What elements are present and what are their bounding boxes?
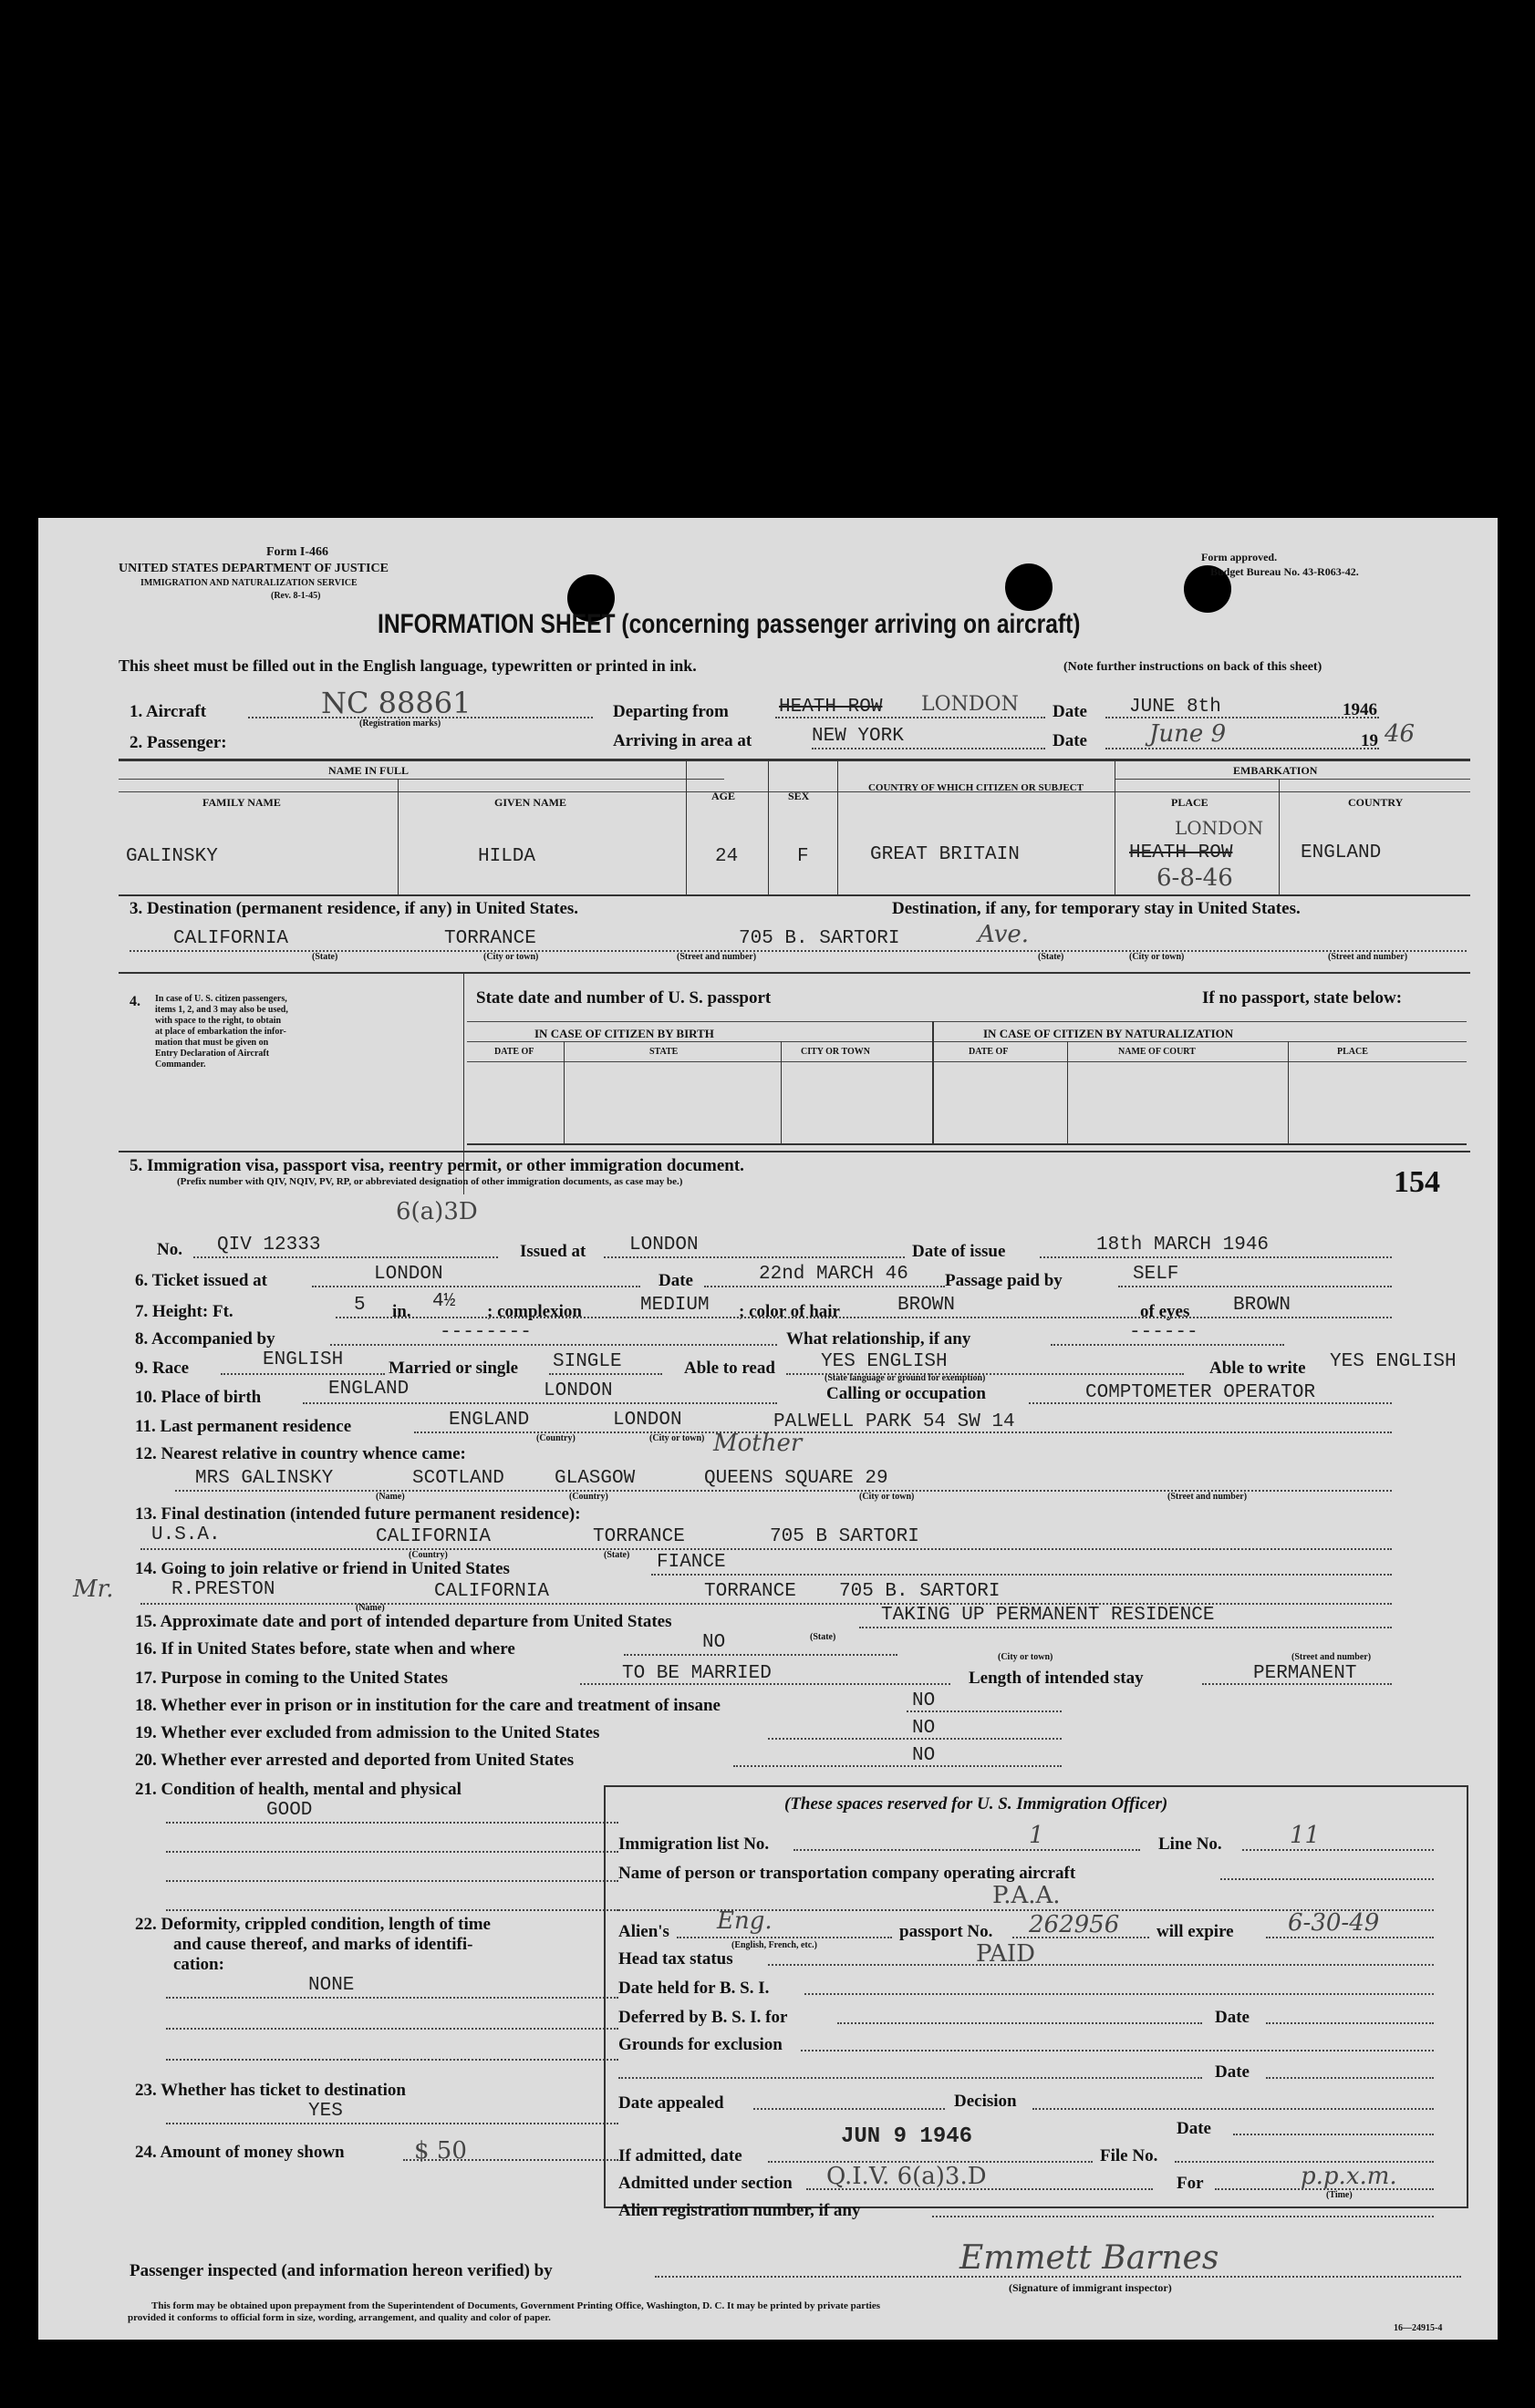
departing-struck: HEATH ROW [779, 697, 883, 718]
r17-stay-label: Length of intended stay [969, 1669, 1144, 1688]
expire-label: will expire [1156, 1922, 1234, 1941]
caption-street-2: (Street and number) [1328, 952, 1408, 962]
r12-name: MRS GALINSKY [195, 1468, 334, 1489]
r13-city: TORRANCE [593, 1526, 685, 1547]
form-approved: Form approved. [1201, 551, 1278, 563]
r24-label: 24. Amount of money shown [135, 2143, 345, 2162]
page-title: INFORMATION SHEET (concerning passenger arriving on aircraft) [378, 609, 1081, 639]
caption-city-2: (City or town) [1129, 952, 1185, 962]
r12-cap-street: (Street and number) [1167, 1492, 1248, 1502]
destination-label: 3. Destination (permanent residence, if any) in United States. [130, 899, 579, 918]
r10-country: ENGLAND [328, 1379, 410, 1400]
r12-street: QUEENS SQUARE 29 [704, 1468, 888, 1489]
r24-value: $ 50 [414, 2137, 467, 2165]
r8-rel-label: What relationship, if any [786, 1329, 971, 1349]
instruction: This sheet must be filled out in the English language, typewritten or printed in ink. [119, 656, 697, 675]
passport-label: State date and number of U. S. passport [476, 988, 772, 1008]
bsi-label: Date held for B. S. I. [618, 1979, 770, 1998]
r10-city: LONDON [544, 1380, 613, 1401]
age: 24 [715, 846, 739, 867]
r20-label: 20. Whether ever arrested and deported from United States [135, 1751, 575, 1770]
r13-label: 13. Final destination (intended future permanent residence): [135, 1504, 581, 1524]
alien-label: Alien's [618, 1922, 669, 1941]
sex: F [797, 846, 809, 867]
r9-read: YES ENGLISH [821, 1351, 948, 1372]
r12-city: GLASGOW [555, 1468, 636, 1489]
r14-city: TORRANCE [704, 1581, 796, 1602]
form-number: Form I-466 [266, 545, 329, 559]
instruction-note: (Note further instructions on back of this sheet) [1063, 660, 1322, 674]
sex-header: SEX [788, 790, 810, 802]
r18-value: NO [912, 1690, 936, 1711]
r9-write-label: Able to write [1209, 1359, 1306, 1378]
for-value: p.p.x.m. [1301, 2163, 1397, 2190]
r11-street: PALWELL PARK 54 SW 14 [773, 1411, 1015, 1432]
r7-in-label: in. [392, 1302, 411, 1321]
r22-label-1: 22. Deformity, crippled condition, length of time [135, 1915, 491, 1934]
passenger-label: 2. Passenger: [130, 733, 227, 752]
us-citizen-note-6: Entry Declaration of Aircraft [155, 1049, 270, 1059]
r21-value: GOOD [266, 1800, 313, 1821]
r20-value: NO [912, 1745, 936, 1766]
doc-no-hw: 6(a)3D [396, 1198, 478, 1225]
doc-no: QIV 12333 [217, 1235, 321, 1256]
embark-place-struck: HEATH ROW [1129, 842, 1233, 863]
dest-street: 705 B. SARTORI [739, 928, 900, 949]
r14-rel: FIANCE [657, 1552, 726, 1573]
r7-hair-label: ; color of hair [739, 1302, 840, 1321]
arriving-label: Arriving in area at [613, 731, 752, 750]
aircraft-label: 1. Aircraft [130, 702, 207, 721]
emb-country-header: COUNTRY [1348, 796, 1404, 809]
grounds-date-label: Date [1215, 2062, 1250, 2082]
r6-date: 22nd MARCH 46 [759, 1264, 908, 1285]
r14-cap-name: (Name) [356, 1603, 385, 1613]
r23-value: YES [308, 2101, 343, 2122]
r16-label: 16. If in United States before, state when and where [135, 1639, 515, 1659]
us-citizen-note-2: items 1, 2, and 3 may also be used, [155, 1005, 288, 1015]
decision-date-label: Date [1177, 2119, 1211, 2138]
r13-cap-country: (Country) [409, 1550, 448, 1560]
under-value: Q.I.V. 6(a)3.D [826, 2163, 987, 2190]
departing-year: 1946 [1343, 700, 1377, 719]
r13-cap-state: (State) [604, 1550, 630, 1560]
date-of-issue-label: Date of issue [912, 1242, 1006, 1261]
stamp-number: 154 [1394, 1165, 1440, 1199]
r12-cap-city: (City or town) [859, 1492, 915, 1502]
r9-race: ENGLISH [263, 1349, 344, 1370]
r14-street: 705 B. SARTORI [839, 1581, 1001, 1602]
col-city: CITY OR TOWN [801, 1047, 870, 1057]
r9-label: 9. Race [135, 1359, 190, 1378]
fine-print-1: This form may be obtained upon prepayment from the Superintendent of Documents, Government Printing Office, Washington, D. C. It may be printed by private parties [151, 2300, 881, 2311]
item-5-sub: (Prefix number with QIV, NQIV, PV, RP, or abbreviated designation of other immigration documents, as case may be.) [177, 1176, 683, 1187]
embark-date-hw: 6-8-46 [1156, 864, 1233, 892]
r15-value: TAKING UP PERMANENT RESIDENCE [881, 1605, 1215, 1626]
caption-street: (Street and number) [677, 952, 757, 962]
r9-write: YES ENGLISH [1330, 1351, 1457, 1372]
deferred-label: Deferred by B. S. I. for [618, 2008, 788, 2027]
r14-label: 14. Going to join relative or friend in United States [135, 1559, 510, 1578]
arriving-date-label: Date [1053, 731, 1087, 750]
us-citizen-note-4: at place of embarkation the infor- [155, 1027, 286, 1037]
file-no-label: File No. [1100, 2146, 1158, 2165]
list-label: Immigration list No. [618, 1834, 770, 1854]
family-name: GALINSKY [126, 846, 218, 867]
fine-print-2: provided it conforms to official form in size, wording, arrangement, and quality and color of paper. [128, 2312, 551, 2323]
us-citizen-note-7: Commander. [155, 1059, 206, 1070]
no-passport-label: If no passport, state below: [1202, 988, 1403, 1008]
r7-comp: MEDIUM [640, 1295, 710, 1316]
registration-label: Alien registration number, if any [618, 2201, 861, 2220]
budget-bureau: Budget Bureau No. 43-R063-42. [1210, 565, 1359, 578]
col-state: STATE [649, 1047, 679, 1057]
expire-value: 6-30-49 [1288, 1909, 1380, 1937]
registration-caption: (Registration marks) [359, 718, 441, 729]
r12-label: 12. Nearest relative in country whence came: [135, 1444, 466, 1463]
issued-at: LONDON [629, 1235, 699, 1256]
r17-label: 17. Purpose in coming to the United States [135, 1669, 449, 1688]
inspected-label: Passenger inspected (and information hereon verified) by [130, 2261, 553, 2280]
r22-label-2: and cause thereof, and marks of identifi- [173, 1935, 473, 1954]
r10-label: 10. Place of birth [135, 1388, 262, 1407]
r7-eyes-label: of eyes [1140, 1302, 1190, 1321]
r12-cap-country: (Country) [569, 1492, 608, 1502]
decision-label: Decision [954, 2092, 1017, 2111]
item-5-label: 5. Immigration visa, passport visa, reentry permit, or other immigration document. [130, 1156, 744, 1175]
under-label: Admitted under section [618, 2174, 793, 2193]
departing-value: LONDON [921, 693, 1019, 716]
signature-caption: (Signature of immigrant inspector) [1009, 2281, 1172, 2294]
r11-label: 11. Last permanent residence [135, 1417, 352, 1436]
line-value: 11 [1290, 1822, 1321, 1849]
arriving-date: June 9 [1149, 720, 1227, 748]
r11-cap-country: (Country) [536, 1433, 576, 1443]
inspector-signature: Emmett Barnes [959, 2239, 1219, 2277]
r8-label: 8. Accompanied by [135, 1329, 275, 1349]
us-citizen-note-1: In case of U. S. citizen passengers, [155, 994, 287, 1004]
aircraft-value: NC 88861 [321, 686, 472, 720]
department: UNITED STATES DEPARTMENT OF JUSTICE [119, 562, 389, 575]
r10-occ: COMPTOMETER OPERATOR [1085, 1382, 1316, 1403]
revision: (Rev. 8-1-45) [271, 591, 321, 601]
embark-place-hw: LONDON [1175, 817, 1264, 839]
r22-value: NONE [308, 1975, 355, 1996]
r12-cap-name: (Name) [376, 1492, 405, 1502]
r14-cap-state: (State) [810, 1632, 836, 1642]
r12-country: SCOTLAND [412, 1468, 504, 1489]
col-court: NAME OF COURT [1118, 1047, 1196, 1057]
r14-cap-street: (Street and number) [1291, 1652, 1372, 1662]
doc-no-label: No. [157, 1240, 182, 1259]
r7-eyes: BROWN [1233, 1295, 1291, 1316]
dest-state: CALIFORNIA [173, 928, 289, 949]
col-date-of: DATE OF [494, 1047, 534, 1057]
company-value: P.A.A. [992, 1882, 1061, 1909]
r7-label: 7. Height: Ft. [135, 1302, 233, 1321]
r14-cap-city: (City or town) [998, 1652, 1053, 1662]
officer-heading: (These spaces reserved for U. S. Immigration Officer) [784, 1794, 1168, 1814]
r15-label: 15. Approximate date and port of intended departure from United States [135, 1612, 672, 1631]
r6-paid: SELF [1133, 1264, 1179, 1285]
r9-ms: SINGLE [553, 1351, 622, 1372]
col-nat-date-of: DATE OF [969, 1047, 1009, 1057]
r6-value: LONDON [374, 1264, 443, 1285]
dest-city: TORRANCE [444, 928, 536, 949]
service: IMMIGRATION AND NATURALIZATION SERVICE [140, 578, 358, 588]
r11-city: LONDON [613, 1410, 682, 1431]
issued-at-label: Issued at [520, 1242, 586, 1261]
passport-no-label: passport No. [899, 1922, 993, 1941]
col-place: PLACE [1337, 1047, 1368, 1057]
r16-value: NO [702, 1632, 726, 1653]
arriving-year-prefix: 19 [1361, 731, 1378, 750]
admitted-label: If admitted, date [618, 2146, 742, 2165]
r6-paid-label: Passage paid by [945, 1271, 1063, 1290]
admitted-date: JUN 9 1946 [841, 2124, 973, 2149]
by-birth-header: IN CASE OF CITIZEN BY BIRTH [534, 1027, 714, 1040]
r18-label: 18. Whether ever in prison or in institution for the care and treatment of insane [135, 1696, 721, 1715]
r7-ft: 5 [354, 1295, 366, 1316]
us-citizen-note-5: mation that must be given on [155, 1038, 269, 1048]
arriving-value: NEW YORK [812, 726, 904, 747]
r19-label: 19. Whether ever excluded from admission to the United States [135, 1723, 600, 1742]
caption-state-2: (State) [1038, 952, 1064, 962]
r13-country: U.S.A. [151, 1524, 221, 1545]
r21-label: 21. Condition of health, mental and physical [135, 1780, 462, 1799]
alien-caption: (English, French, etc.) [731, 1940, 817, 1950]
departing-label: Departing from [613, 702, 729, 721]
r13-state: CALIFORNIA [376, 1526, 492, 1547]
r9-lang-caption: (State language or ground for exemption) [825, 1373, 986, 1383]
us-citizen-note-3: with space to the right, to obtain [155, 1016, 282, 1026]
r10-occ-label: Calling or occupation [826, 1384, 986, 1403]
name-in-full-header: NAME IN FULL [328, 764, 410, 777]
r6-label: 6. Ticket issued at [135, 1271, 267, 1290]
r11-cap-city: (City or town) [649, 1433, 705, 1443]
item-4-label: 4. [130, 994, 140, 1009]
company-label: Name of person or transportation company operating aircraft [618, 1864, 1076, 1883]
for-label: For [1177, 2174, 1204, 2193]
r13-street: 705 B SARTORI [770, 1526, 919, 1547]
r12-hw: Mother [713, 1430, 803, 1457]
embark-country: ENGLAND [1301, 842, 1382, 863]
temp-destination-label: Destination, if any, for temporary stay in United States. [892, 899, 1301, 918]
punch-hole [1005, 563, 1053, 611]
family-name-header: FAMILY NAME [202, 796, 281, 809]
date-of-issue: 18th MARCH 1946 [1096, 1235, 1270, 1256]
arriving-year: 46 [1385, 720, 1416, 748]
given-name: HILDA [478, 846, 536, 867]
grounds-label: Grounds for exclusion [618, 2035, 783, 2054]
r7-hair: BROWN [897, 1295, 956, 1316]
r7-comp-label: ; complexion [487, 1302, 582, 1321]
r11-country: ENGLAND [449, 1410, 530, 1431]
citizen-country: GREAT BRITAIN [870, 844, 1020, 865]
form-sheet [38, 518, 1498, 2340]
passport-no: 262956 [1029, 1911, 1120, 1938]
alien-value: Eng. [717, 1907, 773, 1935]
age-header: AGE [711, 790, 736, 802]
appealed-label: Date appealed [618, 2093, 724, 2113]
r23-label: 23. Whether has ticket to destination [135, 2081, 406, 2100]
given-name-header: GIVEN NAME [494, 796, 567, 809]
list-value: 1 [1029, 1822, 1044, 1849]
r17-stay: PERMANENT [1253, 1663, 1357, 1684]
r19-value: NO [912, 1718, 936, 1739]
departing-date-label: Date [1053, 702, 1087, 721]
headtax-label: Head tax status [618, 1949, 733, 1969]
r14-hw: Mr. [73, 1576, 114, 1603]
r7-in: 4½ [432, 1291, 456, 1312]
r8-value: -------- [440, 1322, 532, 1343]
r14-state: CALIFORNIA [434, 1581, 550, 1602]
r8-rel: ------ [1129, 1322, 1198, 1343]
embarkation-header: EMBARKATION [1233, 764, 1318, 777]
r14-name: R.PRESTON [171, 1579, 275, 1600]
by-naturalization-header: IN CASE OF CITIZEN BY NATURALIZATION [983, 1027, 1234, 1040]
r9-ms-label: Married or single [389, 1359, 519, 1378]
time-caption: (Time) [1326, 2190, 1353, 2200]
r17-value: TO BE MARRIED [622, 1663, 772, 1684]
caption-city: (City or town) [483, 952, 539, 962]
dest-street-hw: Ave. [978, 921, 1030, 948]
departing-date: JUNE 8th [1129, 697, 1221, 718]
caption-state: (State) [312, 952, 338, 962]
form-code: 16—24915-4 [1394, 2323, 1443, 2333]
deferred-date-label: Date [1215, 2008, 1250, 2027]
r22-label-3: cation: [173, 1955, 224, 1974]
country-header: COUNTRY OF WHICH CITIZEN OR SUBJECT [867, 782, 1084, 793]
r9-read-label: Able to read [684, 1359, 775, 1378]
headtax-value: PAID [976, 1940, 1035, 1968]
r6-date-label: Date [659, 1271, 693, 1290]
line-label: Line No. [1158, 1834, 1222, 1854]
place-header: PLACE [1171, 796, 1208, 809]
